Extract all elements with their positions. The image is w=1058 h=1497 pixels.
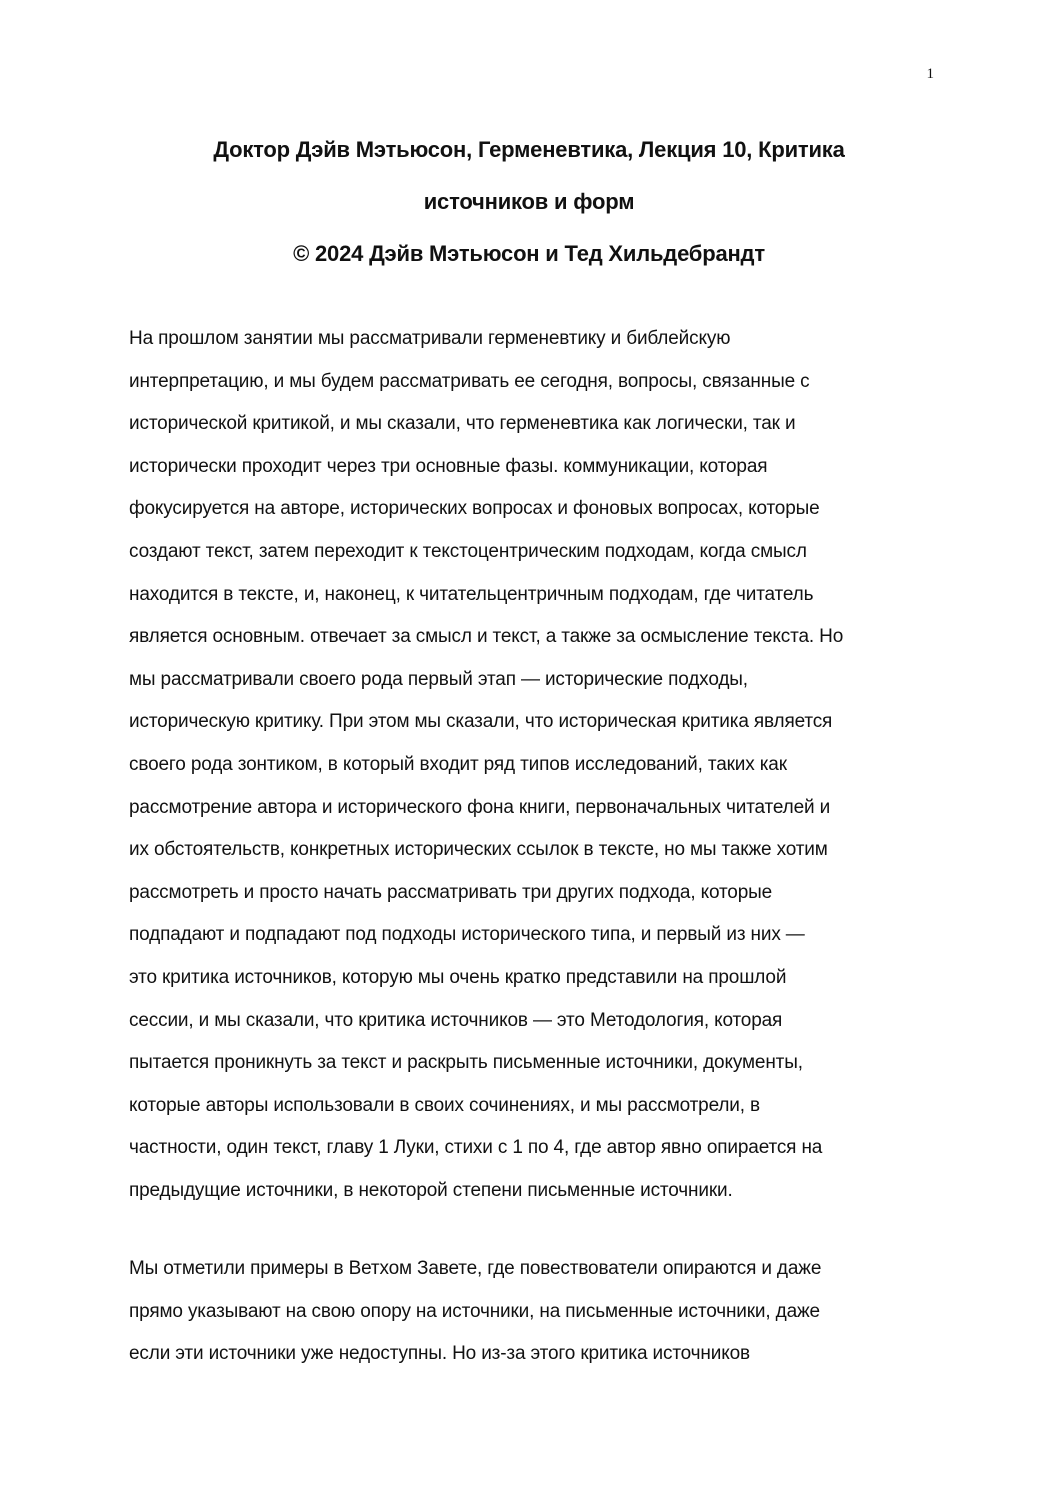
text-line: рассмотреть и просто начать рассматривать три других подхода, которые <box>129 881 773 903</box>
text-line: прямо указывают на свою опору на источники, на письменные источники, даже <box>129 1300 820 1322</box>
text-line: своего рода зонтиком, в который входит ряд типов исследований, таких как <box>129 753 787 775</box>
copyright-line: © 2024 Дэйв Мэтьюсон и Тед Хильдебрандт <box>293 241 765 266</box>
text-line: исторической критикой, и мы сказали, что герменевтика как логически, так и <box>129 413 796 435</box>
text-line: исторически проходит через три основные фазы. коммуникации, которая <box>129 455 768 477</box>
text-line: подпадают и подпадают под подходы исторического типа, и первый из них — <box>129 924 805 946</box>
text-line: является основным. отвечает за смысл и текст, а также за осмысление текста. Но <box>129 626 844 648</box>
text-line: Мы отметили примеры в Ветхом Завете, где повествователи опираются и даже <box>129 1258 822 1279</box>
paragraph-1 <box>129 318 929 1212</box>
text-line: если эти источники уже недоступны. Но из-за этого критика источников <box>129 1343 750 1365</box>
paragraph-2 <box>129 1248 929 1376</box>
text-line: сессии, и мы сказали, что критика источников — это Методология, которая <box>129 1009 783 1031</box>
page-number: 1 <box>926 66 934 82</box>
text-line: частности, один текст, главу 1 Луки, стихи с 1 по 4, где автор явно опирается на <box>129 1137 823 1159</box>
title-line-1: Доктор Дэйв Мэтьюсон, Герменевтика, Лекция 10, Критика <box>213 137 845 162</box>
text-line: рассмотрение автора и исторического фона книги, первоначальных читателей и <box>129 796 831 818</box>
text-line: которые авторы использовали в своих сочинениях, и мы рассмотрели, в <box>129 1094 760 1116</box>
document-title <box>100 124 958 280</box>
text-line: их обстоятельств, конкретных исторических ссылок в тексте, но мы также хотим <box>129 839 828 861</box>
text-line: историческую критику. При этом мы сказали, что историческая критика является <box>129 711 833 733</box>
text-line: интерпретацию, и мы будем рассматривать ее сегодня, вопросы, связанные с <box>129 370 810 392</box>
text-line: пытается проникнуть за текст и раскрыть письменные источники, документы, <box>129 1052 803 1074</box>
text-line: фокусируется на авторе, исторических вопросах и фоновых вопросах, которые <box>129 498 820 520</box>
text-line: предыдущие источники, в некоторой степени письменные источники. <box>129 1179 733 1201</box>
text-line: создают текст, затем переходит к текстоцентрическим подходам, когда смысл <box>129 540 807 562</box>
text-line: находится в тексте, и, наконец, к читательцентричным подходам, где читатель <box>129 583 814 605</box>
text-line: это критика источников, которую мы очень кратко представили на прошлой <box>129 966 787 988</box>
title-line-2: источников и форм <box>423 189 635 214</box>
text-line: мы рассматривали своего рода первый этап — исторические подходы, <box>129 668 748 690</box>
text-line: На прошлом занятии мы рассматривали герменевтику и библейскую <box>129 328 731 349</box>
